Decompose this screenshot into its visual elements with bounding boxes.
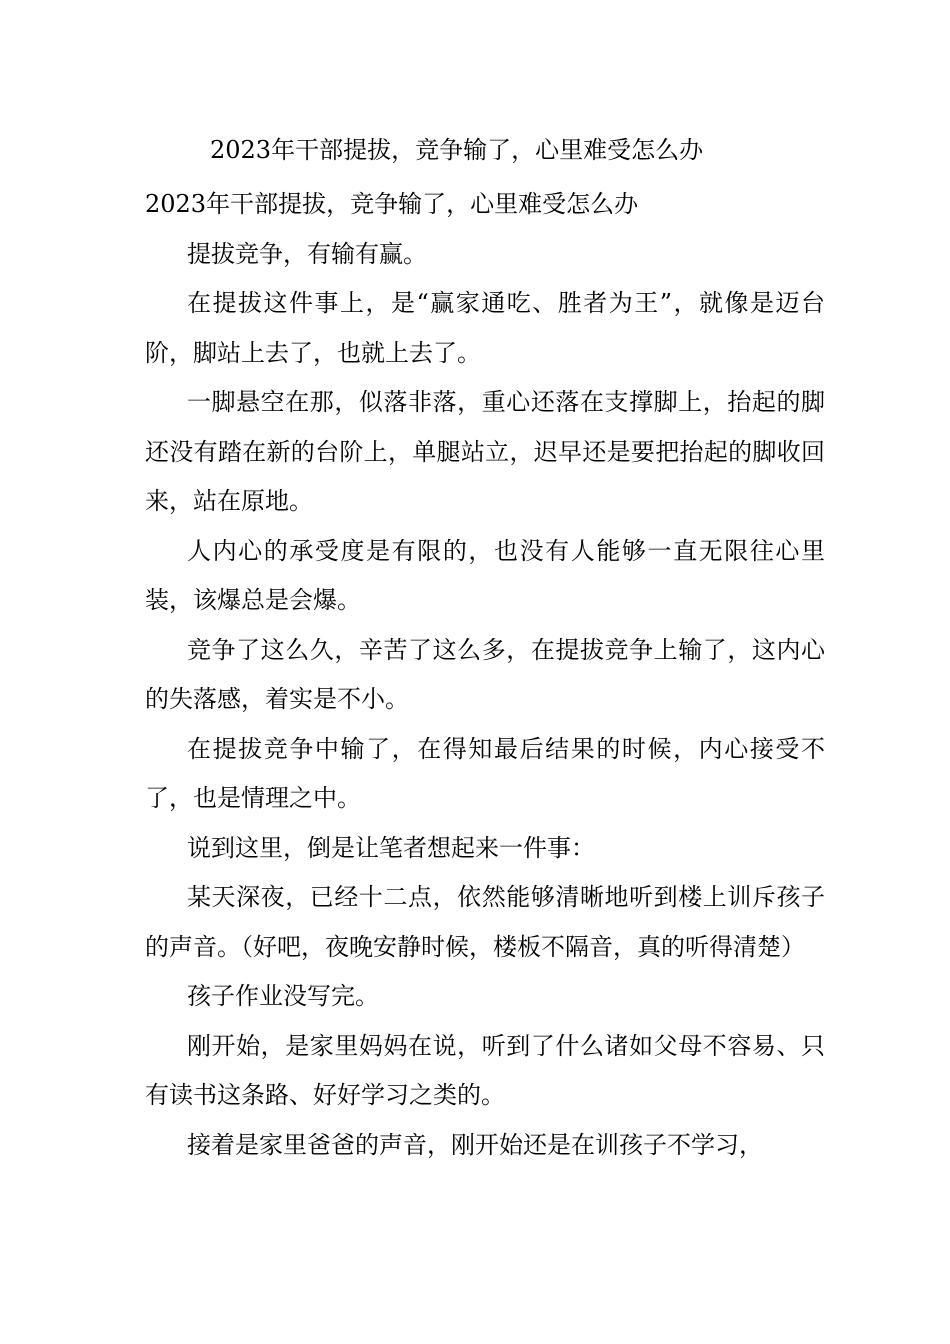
subtitle-paragraph: 2023年干部提拔，竞争输了，心里难受怎么办 (145, 190, 639, 218)
body-paragraph: 竞争了这么久，辛苦了这么多，在提拔竞争上输了，这内心的失落感，着实是不小。 (145, 635, 825, 713)
body-paragraph: 一脚悬空在那，似落非落，重心还落在支撑脚上，抬起的脚还没有踏在新的台阶上，单腿站立，迟早还是要把抬起的脚收回来，站在原地。 (145, 388, 825, 515)
document-body (145, 180, 825, 1170)
body-paragraph: 在提拔这件事上，是“赢家通吃、胜者为王”，就像是迈台阶，脚站上去了，也就上去了。 (145, 289, 825, 367)
body-paragraph: 说到这里，倒是让笔者想起来一件事： (187, 833, 595, 862)
body-paragraph: 刚开始，是家里妈妈在说，听到了什么诸如父母不容易、只有读书这条路、好好学习之类的。 (145, 1031, 825, 1109)
document-title: 2023年干部提拔，竞争输了，心里难受怎么办 (210, 136, 704, 164)
body-paragraph: 提拔竞争，有输有赢。 (187, 239, 427, 268)
body-paragraph: 孩子作业没写完。 (187, 982, 379, 1010)
body-paragraph: 人内心的承受度是有限的，也没有人能够一直无限往心里装，该爆总是会爆。 (145, 536, 825, 614)
body-paragraph: 某天深夜，已经十二点，依然能够清晰地听到楼上训斥孩子的声音。（好吧，夜晚安静时候，楼板不隔音，真的听得清楚） (145, 883, 825, 961)
body-paragraph: 在提拔竞争中输了，在得知最后结果的时候，内心接受不了，也是情理之中。 (145, 734, 825, 812)
body-paragraph: 接着是家里爸爸的声音，刚开始还是在训孩子不学习， (187, 1130, 763, 1159)
